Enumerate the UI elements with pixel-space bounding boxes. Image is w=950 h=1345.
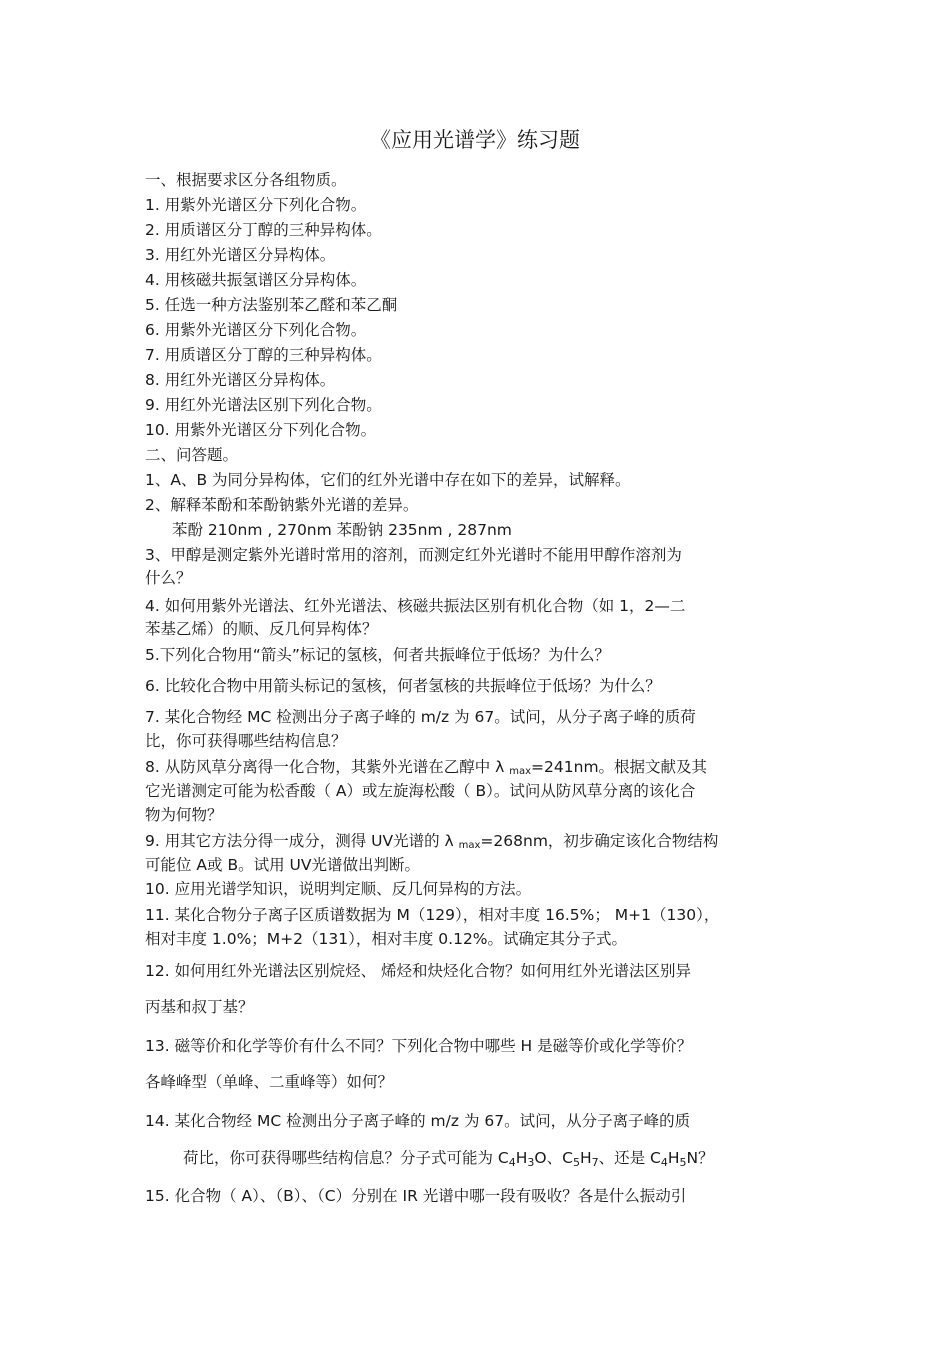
question-2: 2、解释苯酚和苯酚钠紫外光谱的差异。	[145, 496, 419, 514]
question-12-line-2: 丙基和叔丁基？	[145, 998, 254, 1016]
question-4-line-1: 4. 如何用紫外光谱法、红外光谱法、核磁共振法区别有机化合物（如 1，2—二	[145, 597, 686, 615]
formula-subscript: 4	[508, 1156, 516, 1169]
section-heading-1: 一、根据要求区分各组物质。	[145, 171, 347, 189]
question-14-line-2	[183, 1146, 810, 1175]
question-15-line-1: 15. 化合物（ A）、（B）、（C）分别在 IR 光谱中哪一段有吸收？各是什么振动引	[145, 1187, 687, 1205]
question-11-line-1: 11. 某化合物分子离子区质谱数据为 M（129），相对丰度 16.5%； M+1（130），	[145, 906, 720, 924]
section-heading-2: 二、问答题。	[145, 446, 239, 464]
formula-subscript: 5	[572, 1156, 580, 1169]
formula-text: N？	[686, 1149, 714, 1167]
question-3-line-1: 3、甲醇是测定紫外光谱时常用的溶剂，而测定红外光谱时不能用甲醇作溶剂为	[145, 546, 682, 564]
question-7-line-1: 7. 某化合物经 MC 检测出分子离子峰的 m/z 为 67。试问，从分子离子峰的质荷	[145, 708, 696, 726]
document-title: 《应用光谱学》练习题	[370, 128, 580, 152]
formula-text: H	[667, 1149, 680, 1167]
question-8-line-2: 它光谱测定可能为松香酸（ A）或左旋海松酸（ B）。试问从防风草分离的该化合	[145, 782, 696, 800]
list-item: 9. 用红外光谱法区别下列化合物。	[145, 396, 382, 414]
list-item: 8. 用红外光谱区分异构体。	[145, 371, 336, 389]
question-11-line-2: 相对丰度 1.0%；M+2（131），相对丰度 0.12%。试确定其分子式。	[145, 930, 628, 948]
list-item: 2. 用质谱区分丁醇的三种异构体。	[145, 221, 382, 239]
list-item: 6. 用紫外光谱区分下列化合物。	[145, 321, 367, 339]
list-item: 3. 用红外光谱区分异构体。	[145, 246, 336, 264]
formula-subscript: 5	[679, 1156, 687, 1169]
lambda-max-subscript: max	[458, 840, 481, 851]
question-8-line-3: 物为何物？	[145, 806, 223, 824]
question-7-line-2: 比，你可获得哪些结构信息？	[145, 732, 347, 750]
formula-text: 、还是 C	[598, 1149, 661, 1167]
question-3-line-2: 什么？	[145, 569, 192, 587]
formula-subscript: 3	[527, 1156, 535, 1169]
question-6: 6. 比较化合物中用箭头标记的氢核，何者氢核的共振峰位于低场？为什么？	[145, 677, 661, 695]
list-item: 10. 用紫外光谱区分下列化合物。	[145, 421, 377, 439]
question-13-line-2: 各峰峰型（单峰、二重峰等）如何？	[145, 1073, 394, 1091]
question-10: 10. 应用光谱学知识，说明判定顺、反几何异构的方法。	[145, 880, 532, 898]
formula-subscript: 7	[591, 1156, 599, 1169]
question-9-text-b: =268nm，初步确定该化合物结构	[480, 832, 719, 850]
question-14-text: 荷比，你可获得哪些结构信息？分子式可能为 C	[183, 1149, 509, 1167]
formula-text: H	[515, 1149, 528, 1167]
question-1: 1、A、B 为同分异构体，它们的红外光谱中存在如下的差异，试解释。	[145, 471, 631, 489]
question-8-text-b: =241nm。根据文献及其	[531, 758, 708, 776]
formula-text: O、C	[534, 1149, 573, 1167]
formula-subscript: 4	[660, 1156, 668, 1169]
list-item: 5. 任选一种方法鉴别苯乙醛和苯乙酮	[145, 296, 398, 314]
question-9-text-a: 9. 用其它方法分得一成分，测得 UV光谱的 λ	[145, 832, 459, 850]
list-item: 7. 用质谱区分丁醇的三种异构体。	[145, 346, 382, 364]
question-8-text-a: 8. 从防风草分离得一化合物，其紫外光谱在乙醇中 λ	[145, 758, 510, 776]
question-12-line-1: 12. 如何用红外光谱法区别烷烃、 烯烃和炔烃化合物？如何用红外光谱法区别异	[145, 962, 692, 980]
formula-text: H	[579, 1149, 592, 1167]
question-2-data: 苯酚 210nm , 270nm 苯酚钠 235nm , 287nm	[172, 521, 512, 539]
question-9-line-2: 可能位 A或 B。试用 UV光谱做出判断。	[145, 856, 420, 874]
question-5: 5.下列化合物用“箭头”标记的氢核，何者共振峰位于低场？为什么？	[145, 646, 610, 664]
lambda-max-subscript: max	[509, 766, 532, 777]
question-13-line-1: 13. 磁等价和化学等价有什么不同？下列化合物中哪些 H 是磁等价或化学等价？	[145, 1037, 693, 1055]
question-4-line-2: 苯基乙烯）的顺、反几何异构体？	[145, 620, 378, 638]
list-item: 1. 用紫外光谱区分下列化合物。	[145, 196, 367, 214]
question-14-line-1: 14. 某化合物经 MC 检测出分子离子峰的 m/z 为 67。试问，从分子离子峰的质	[145, 1112, 691, 1130]
list-item: 4. 用核磁共振氢谱区分异构体。	[145, 271, 367, 289]
